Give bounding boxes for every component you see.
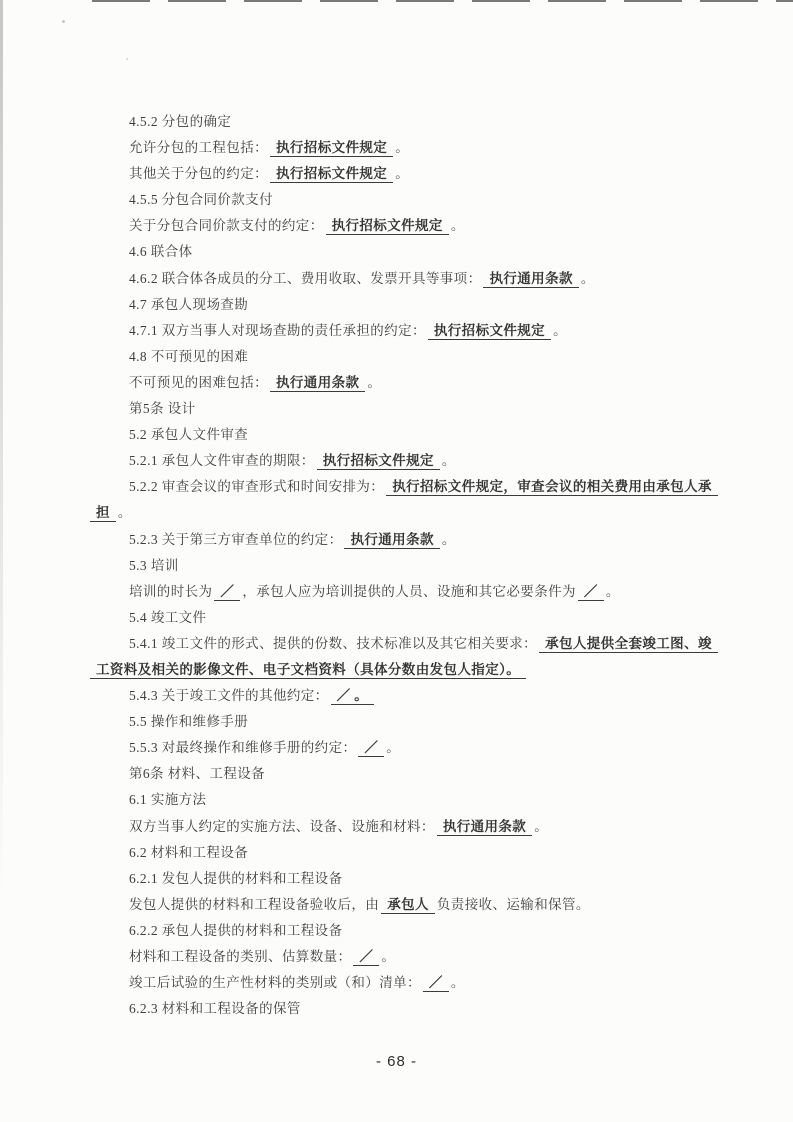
document-line (88, 500, 753, 526)
document-line (88, 840, 753, 866)
document-line (88, 396, 753, 422)
page-number: - 68 - (375, 1053, 417, 1070)
line-text: 5.5 操作和维修手册 (129, 714, 249, 730)
fill-in-value: ／ (578, 584, 604, 601)
line-text: 5.5.3 对最终操作和维修手册的约定： (129, 740, 357, 756)
line-text: 第5条 设计 (129, 401, 196, 417)
fill-in-value: 执行招标文件规定，审查会议的相关费用由承包人承 (386, 479, 718, 496)
document-line (88, 292, 753, 318)
line-text: 4.7.1 双方当事人对现场查勘的责任承担的约定： (129, 322, 426, 338)
scan-speck (126, 58, 128, 60)
line-text: 6.1 实施方法 (129, 792, 207, 808)
line-text: 。 (441, 453, 456, 469)
fill-in-value: 执行招标文件规定 (326, 218, 449, 235)
fill-in-value: 执行招标文件规定 (428, 323, 551, 340)
document-line (88, 370, 753, 396)
document-line (88, 996, 753, 1022)
line-text: 5.2.2 审查会议的审查形式和时间安排为： (129, 479, 385, 495)
document-line (88, 970, 753, 996)
line-text: 5.4.3 关于竣工文件的其他约定： (129, 688, 329, 704)
line-text: 4.6.2 联合体各成员的分工、费用收取、发票开具等事项： (129, 270, 482, 286)
line-text: 4.5.2 分包的确定 (129, 114, 232, 129)
fill-in-value: 执行招标文件规定 (317, 453, 440, 470)
line-text: 。 (534, 818, 549, 834)
document-line (88, 657, 753, 683)
line-text: 发包人提供的材料和工程设备验收后，由 (129, 896, 380, 912)
document-line (88, 579, 753, 605)
fill-in-value: ／ (423, 975, 449, 992)
line-text: 培训的时长为 (129, 583, 213, 599)
line-text: 6.2.3 材料和工程设备的保管 (129, 1001, 301, 1017)
fill-in-value: 承包人提供全套竣工图、竣 (539, 636, 718, 653)
line-text: 。 (450, 975, 465, 991)
document-line (88, 344, 753, 370)
document-line (88, 787, 753, 813)
line-text: 第6条 材料、工程设备 (129, 766, 266, 782)
document-line (88, 918, 753, 944)
document-line (88, 944, 753, 970)
fill-in-value: 执行通用条款 (437, 819, 532, 836)
document-line (88, 422, 753, 448)
fill-in-value: 执行招标文件规定 (270, 166, 393, 183)
scan-top-edge-artifact (92, 0, 793, 2)
line-text: 。 (605, 583, 620, 599)
line-text: 其他关于分包的约定： (129, 166, 268, 182)
document-line (88, 161, 753, 187)
line-text: 5.4.1 竣工文件的形式、提供的份数、技术标准以及其它相关要求： (129, 635, 538, 651)
line-text: 。 (117, 505, 132, 521)
fill-in-value: 执行招标文件规定 (270, 140, 393, 157)
fill-in-value: ／ (353, 949, 379, 966)
line-text: 5.3 培训 (129, 557, 179, 573)
line-text: 。 (450, 218, 465, 234)
document-line (88, 266, 753, 292)
line-text: 。 (381, 949, 396, 964)
scan-left-edge-artifact (0, 0, 3, 1122)
document-line (88, 631, 753, 657)
line-text: 负责接收、运输和保管。 (436, 896, 590, 912)
document-line (88, 735, 753, 761)
document-line (88, 448, 753, 474)
line-text: 6.2 材料和工程设备 (129, 844, 249, 860)
document-line (88, 135, 753, 161)
fill-in-value: 执行通用条款 (344, 532, 439, 549)
line-text: 双方当事人约定的实施方法、设备、设施和材料： (129, 818, 435, 834)
line-text: 5.4 竣工文件 (129, 609, 207, 625)
fill-in-value: ／ 。 (331, 688, 375, 705)
line-text: 竣工后试验的生产性材料的类别或（和）清单： (129, 975, 421, 991)
line-text: 5.2 承包人文件审查 (129, 427, 249, 443)
line-text: 4.7 承包人现场查勘 (129, 296, 249, 312)
document-line (88, 474, 753, 500)
document-line (88, 761, 753, 787)
document-line (88, 318, 753, 344)
document-line (88, 709, 753, 735)
line-text: 。 (386, 740, 401, 756)
line-text: 材料和工程设备的类别、估算数量： (129, 949, 352, 964)
fill-in-value: 执行通用条款 (483, 271, 578, 288)
fill-in-value: 执行通用条款 (270, 375, 365, 392)
line-text: 6.2.2 承包人提供的材料和工程设备 (129, 922, 343, 938)
fill-in-value: ／ (358, 740, 384, 757)
document-line (88, 239, 753, 265)
scan-speck (62, 20, 65, 23)
line-text: 。 (395, 166, 410, 182)
line-text: 4.5.5 分包合同价款支付 (129, 192, 273, 208)
line-text: 。 (553, 322, 567, 338)
line-text: ，承包人应为培训提供的人员、设施和其它必要条件为 (242, 583, 576, 599)
document-line (88, 814, 753, 840)
document-line (88, 892, 753, 918)
document-line (88, 187, 753, 213)
document-line (88, 527, 753, 553)
document-line (88, 683, 753, 709)
document-line (88, 866, 753, 892)
line-text: 5.2.3 关于第三方审查单位的约定： (129, 531, 343, 547)
line-text: 5.2.1 承包人文件审查的期限： (129, 453, 315, 469)
fill-in-value: 承包人 (381, 897, 435, 914)
line-text: 4.6 联合体 (129, 244, 193, 260)
line-text: 。 (441, 531, 456, 547)
document-line (88, 109, 753, 135)
line-text: 6.2.1 发包人提供的材料和工程设备 (129, 870, 343, 886)
document-line (88, 553, 753, 579)
line-text: 允许分包的工程包括： (129, 140, 268, 156)
line-text: 关于分包合同价款支付的约定： (129, 218, 324, 234)
fill-in-value: ／ (214, 584, 240, 601)
line-text: 不可预见的困难包括： (129, 374, 268, 390)
line-text: 。 (395, 140, 410, 156)
fill-in-value: 工资料及相关的影像文件、电子文档资料（具体分数由发包人指定）。 (90, 662, 526, 679)
document-line (88, 605, 753, 631)
line-text: 。 (367, 374, 382, 390)
document-line (88, 213, 753, 239)
line-text: 。 (580, 270, 595, 286)
line-text: 4.8 不可预见的困难 (129, 348, 249, 364)
document-lines (88, 109, 753, 1022)
fill-in-value: 担 (90, 505, 116, 522)
